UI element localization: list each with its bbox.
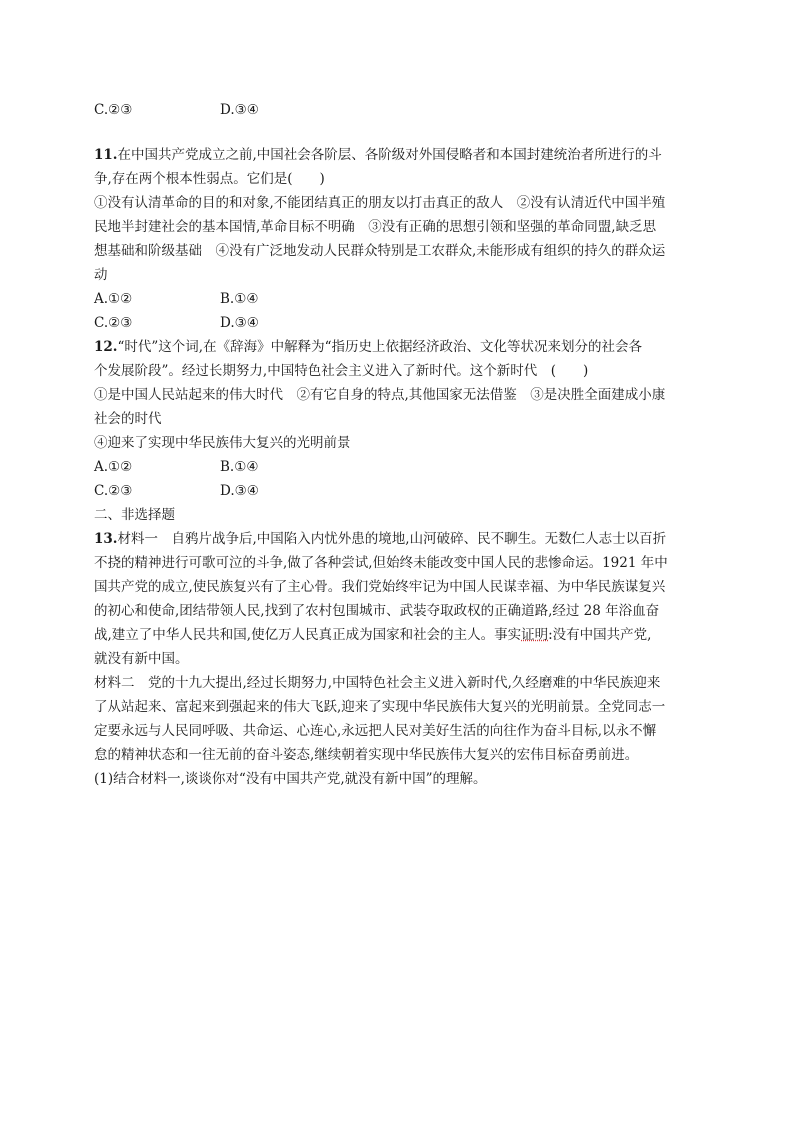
question-12-line-2: 个发展阶段”。经过长期努力,中国特色社会主义进入了新时代。这个新时代 ( ) xyxy=(94,363,589,379)
question-text: “时代”这个词,在《辞海》中解释为“指历史上依据经济政治、文化等状况来划分的社会各 xyxy=(117,339,642,355)
question-12-line-5: ④迎来了实现中华民族伟大复兴的光明前景 xyxy=(94,435,351,451)
material-text: :没有中国共产党, xyxy=(548,627,652,643)
question-11-line-2: 争,存在两个根本性弱点。它们是( ) xyxy=(94,171,325,187)
material-1-line-5 xyxy=(94,623,708,647)
material-2-line-2: 了从站起来、富起来到强起来的伟大飞跃,迎来了实现中华民族伟大复兴的光明前景。全党同志一 xyxy=(94,699,666,715)
question-number: 13. xyxy=(94,531,118,547)
option-d[interactable]: D.③④ xyxy=(220,102,259,118)
marked-word: 证明 xyxy=(521,627,549,643)
option-d[interactable]: D.③④ xyxy=(220,483,259,499)
material-1-line-1 xyxy=(94,527,708,551)
question-12-options-ab xyxy=(94,455,708,479)
question-12-line-4: 社会的时代 xyxy=(94,411,162,427)
material-2-line-4: 怠的精神状态和一往无前的奋斗姿态,继续朝着实现中华民族伟大复兴的宏伟目标奋勇前进。 xyxy=(94,747,639,763)
option-d[interactable]: D.③④ xyxy=(220,315,259,331)
question-11-line-3: ①没有认清革命的目的和对象,不能团结真正的朋友以打击真正的敌人 ②没有认清近代中国半殖 xyxy=(94,195,666,211)
question-text: 在中国共产党成立之前,中国社会各阶层、各阶级对外国侵略者和本国封建统治者所进行的斗 xyxy=(117,147,662,163)
question-11-line-5: 想基础和阶级基础 ④没有广泛地发动人民群众特别是工农群众,未能形成有组织的持久的群众运 xyxy=(94,243,666,259)
material-2-line-1: 材料二 党的十九大提出,经过长期努力,中国特色社会主义进入新时代,久经磨难的中华民族迎来 xyxy=(94,675,661,691)
option-c[interactable]: C.②③ xyxy=(94,483,133,499)
material-2-line-3: 定要永远与人民同呼吸、共命运、心连心,永远把人民对美好生活的向往作为奋斗目标,以永不懈 xyxy=(94,723,657,739)
question-11-options-ab xyxy=(94,287,708,311)
question-number: 11. xyxy=(94,147,118,163)
question-13 xyxy=(94,527,708,791)
option-c[interactable]: C.②③ xyxy=(94,102,133,118)
question-12-line-1 xyxy=(94,335,708,359)
question-12-options-cd xyxy=(94,479,708,503)
document-page xyxy=(94,98,708,791)
option-b[interactable]: B.①④ xyxy=(220,291,259,307)
question-11 xyxy=(94,143,708,335)
option-b[interactable]: B.①④ xyxy=(220,459,259,475)
option-a[interactable]: A.①② xyxy=(94,459,133,475)
question-11-line-4: 民地半封建社会的基本国情,革命目标不明确 ③没有正确的思想引领和坚强的革命同盟,缺乏思 xyxy=(94,219,657,235)
question-12 xyxy=(94,335,708,503)
question-11-line-1 xyxy=(94,143,708,167)
sub-question-1: (1)结合材料一,谈谈你对“没有中国共产党,就没有新中国”的理解。 xyxy=(94,771,487,787)
spacer xyxy=(94,122,708,143)
material-1-line-3: 国共产党的成立,使民族复兴有了主心骨。我们党始终牢记为中国人民谋幸福、为中华民族谋复兴 xyxy=(94,579,666,595)
question-11-options-cd xyxy=(94,311,708,335)
material-1-line-4: 的初心和使命,团结带领人民,找到了农村包围城市、武装夺取政权的正确道路,经过 28 年浴血奋 xyxy=(94,603,660,619)
question-number: 12. xyxy=(94,339,118,355)
material-1-line-6: 就没有新中国。 xyxy=(94,651,189,667)
material-1-line-2: 不挠的精神进行可歌可泣的斗争,做了各种尝试,但始终未能改变中国人民的悲惨命运。1921 年中 xyxy=(94,555,668,571)
prev-question-options xyxy=(94,98,708,122)
section-heading: 二、非选择题 xyxy=(94,507,175,523)
question-11-line-6: 动 xyxy=(94,267,108,283)
question-12-line-3: ①是中国人民站起来的伟大时代 ②有它自身的特点,其他国家无法借鉴 ③是决胜全面建成小康 xyxy=(94,387,666,403)
option-c[interactable]: C.②③ xyxy=(94,315,133,331)
material-text: 材料一 自鸦片战争后,中国陷入内忧外患的境地,山河破碎、民不聊生。无数仁人志士以百折 xyxy=(117,531,667,547)
option-a[interactable]: A.①② xyxy=(94,291,133,307)
material-text: 战,建立了中华人民共和国,使亿万人民真正成为国家和社会的主人。事实 xyxy=(94,627,522,643)
